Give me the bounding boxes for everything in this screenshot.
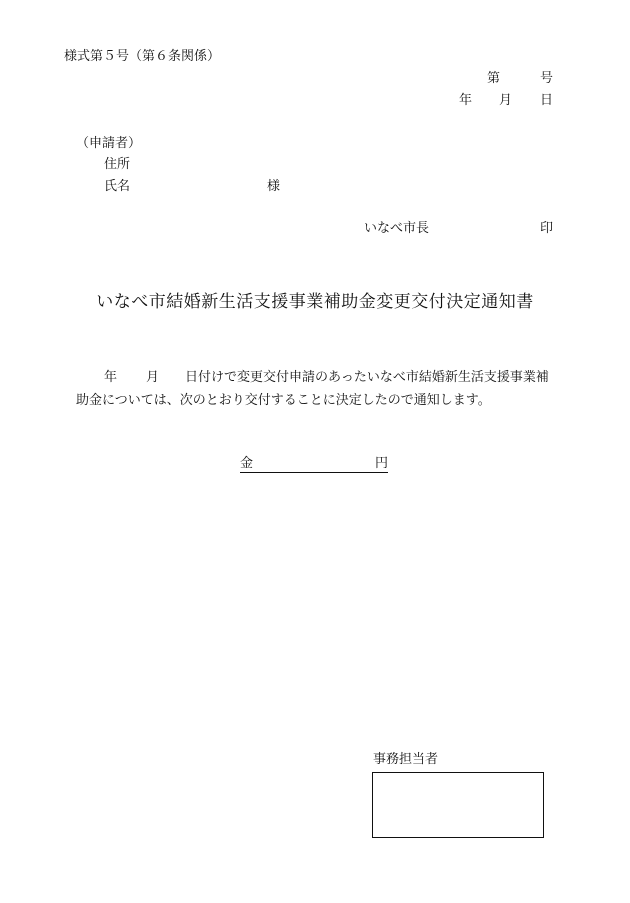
body-text-line1: 日付けで変更交付申請のあったいなべ市結婚新生活支援事業補 [185,370,549,385]
name-label: 氏名 [104,179,131,194]
amount-kin-label: 金 [240,456,254,471]
applicant-label: （申請者） [76,136,142,151]
honorific-label: 様 [267,179,281,194]
body-month-label: 月 [146,370,160,385]
document-number-prefix: 第 [487,71,501,86]
document-title: いなべ市結婚新生活支援事業補助金変更交付決定通知書 [96,292,534,312]
address-label: 住所 [104,157,131,172]
staff-label: 事務担当者 [373,752,439,767]
date-day-label: 日 [540,93,554,108]
form-number: 様式第５号（第６条関係） [64,49,221,64]
amount-line [240,457,388,473]
seal-label: 印 [540,221,554,236]
body-year-label: 年 [104,370,118,385]
mayor-label: いなべ市長 [364,221,430,236]
date-month-label: 月 [499,93,513,108]
date-year-label: 年 [459,93,473,108]
document-number-suffix: 号 [540,71,554,86]
body-text-line2: 助金については、次のとおり交付することに決定したので通知します。 [76,393,491,408]
amount-yen-label: 円 [374,456,388,471]
staff-box [372,772,544,838]
